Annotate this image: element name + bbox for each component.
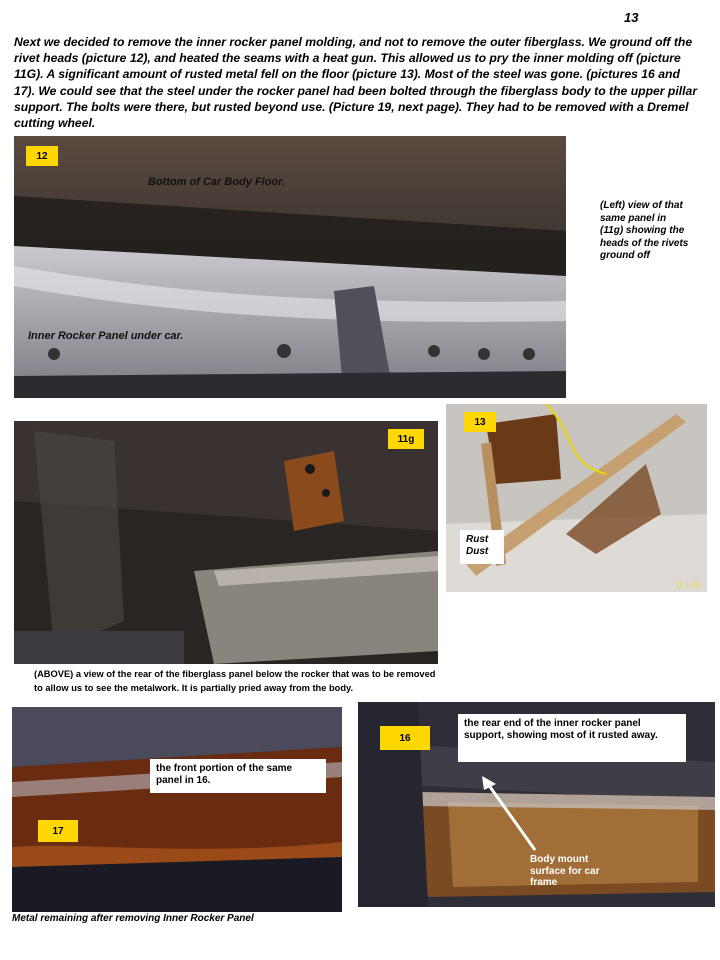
page-number: 13 <box>624 10 639 25</box>
photo-11g-image <box>14 421 438 664</box>
photo-16-arrow-label: Body mount surface for car frame <box>530 854 600 888</box>
photo-17-tag: 17 <box>38 820 78 842</box>
photo-12 <box>14 136 566 398</box>
photo-13-stamp: 11 1 05 <box>674 581 701 590</box>
photo-12-image <box>14 136 566 398</box>
photo-16-callout: the rear end of the inner rocker panel support, showing most of it rusted away. <box>458 714 686 762</box>
photo-11g-tag: 11g <box>388 429 424 449</box>
photo-13-label: Rust Dust <box>460 530 504 564</box>
photo-13 <box>446 404 707 592</box>
photo-16 <box>358 702 715 907</box>
intro-paragraph: Next we decided to remove the inner rocker panel molding, and not to remove the outer fiberglass. We ground off the rivet heads (picture 12), and heated the seams with a heat gun. This allowed us to pry the inner molding off (picture 11G). A significant amount of rusted metal fell on the floor (picture 13). Most of the steel was gone. (pictures 16 and 17). We could see that the steel under the rocker panel had been bolted through the fiberglass body to the upper pillar support. The bolts were there, but rusted beyond use. (Picture 19, next page). They had to be removed with a Dremel cutting wheel. <box>14 35 698 131</box>
caption-11g: (ABOVE) a view of the rear of the fiberglass panel below the rocker that was to be removed to allow us to see the metalwork. It is partially pried away from the body. <box>34 669 436 693</box>
side-note: (Left) view of that same panel in (11g) showing the heads of the rivets ground off <box>600 200 689 261</box>
photo-17-callout: the front portion of the same panel in 16. <box>150 759 326 793</box>
photo-11g <box>14 421 438 664</box>
photo-12-label-top: Bottom of Car Body Floor. <box>148 176 285 188</box>
photo-12-tag: 12 <box>26 146 58 166</box>
photo-16-tag: 16 <box>380 726 430 750</box>
photo-13-tag: 13 <box>464 412 496 432</box>
caption-bottom: Metal remaining after removing Inner Rocker Panel <box>12 913 254 924</box>
photo-17 <box>12 707 342 912</box>
photo-12-label-bottom: Inner Rocker Panel under car. <box>28 330 184 342</box>
photo-17-image <box>12 707 342 912</box>
